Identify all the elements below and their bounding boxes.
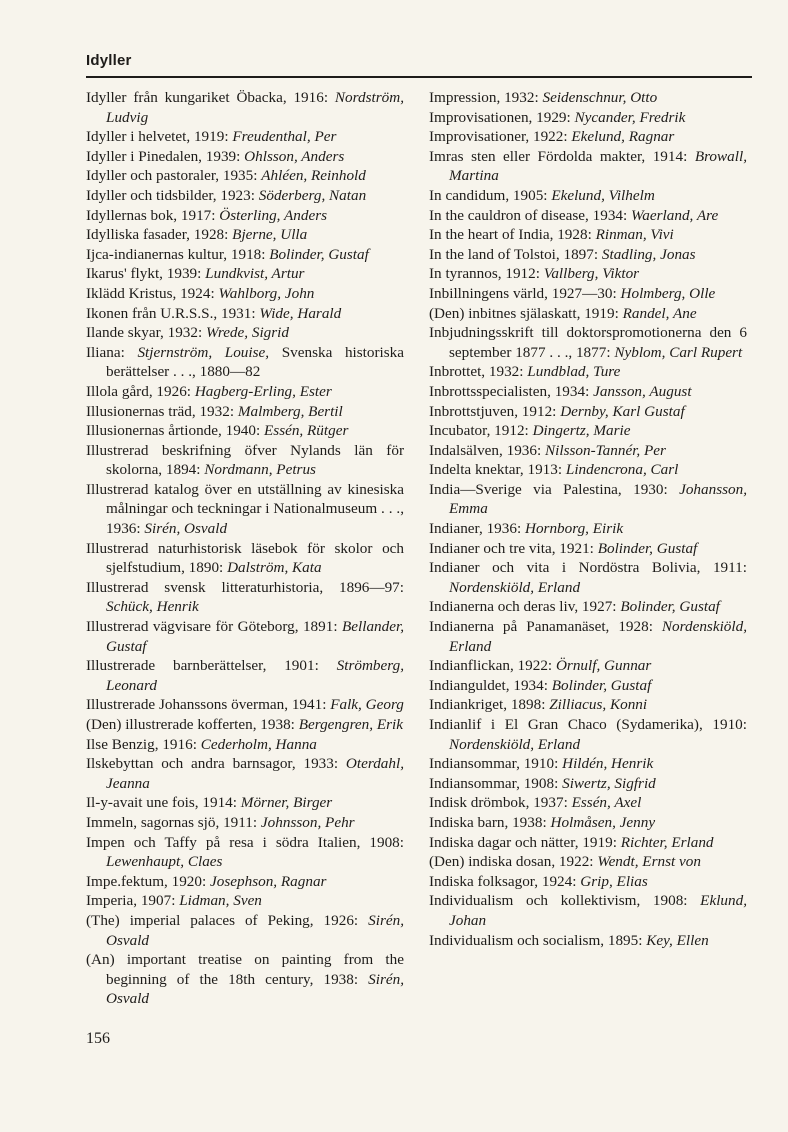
catalog-entry — [429, 441, 747, 461]
entry-title: Indianerna på Panamanäset, 1928: — [429, 618, 653, 636]
entry-title: Illustrerad vägvisare för Göteborg, 1891: — [86, 618, 338, 636]
catalog-entry — [86, 617, 404, 656]
entry-author: Österling, Anders — [219, 206, 328, 224]
entry-author: Holmåsen, Jenny — [550, 813, 656, 831]
entry-title: Inbjudningsskrift till doktorspromotionerna den 6 september 1877 . . ., 1877: — [429, 324, 747, 361]
entry-author: Dalström, Kata — [227, 559, 322, 577]
catalog-entry — [86, 911, 404, 950]
entry-author: Dingertz, Marie — [532, 422, 631, 440]
right-column — [429, 88, 747, 950]
catalog-entry — [429, 147, 747, 186]
catalog-entry — [429, 833, 747, 853]
entry-author: Nordmann, Petrus — [204, 461, 316, 479]
entry-title: Indianflickan, 1922: — [429, 657, 553, 675]
entry-author: Nordenskiöld, Erland — [449, 618, 747, 655]
entry-author: Essén, Axel — [571, 794, 642, 812]
entry-suffix: Svenska historiska berättelser . . ., 1880—82 — [106, 343, 405, 381]
catalog-entry — [86, 186, 404, 206]
entry-author: Nilsson-Tannér, Per — [545, 441, 666, 459]
page-number: 156 — [86, 1030, 110, 1047]
entry-title: Inbrottsspecialisten, 1934: — [429, 382, 590, 400]
entry-author: Dernby, Karl Gustaf — [560, 402, 685, 420]
entry-title: Indiansommar, 1910: — [429, 755, 559, 773]
catalog-entry — [86, 872, 404, 892]
entry-title: Improvisationen, 1929: — [429, 108, 571, 126]
catalog-entry — [429, 206, 747, 226]
catalog-entry — [429, 480, 747, 519]
entry-author: Josephson, Ragnar — [210, 872, 327, 890]
entry-title: Inbillningens värld, 1927—30: — [429, 284, 617, 302]
catalog-entry — [86, 264, 404, 284]
entry-author: Wendt, Ernst von — [597, 853, 701, 871]
entry-author: Örnulf, Gunnar — [555, 657, 652, 675]
entry-title: Idyller från kungariket Öbacka, 1916: — [86, 89, 329, 106]
catalog-entry — [429, 715, 747, 754]
catalog-entry — [86, 833, 404, 872]
entry-author: Hagberg-Erling, Ester — [194, 382, 332, 400]
catalog-entry — [86, 578, 404, 617]
entry-author: Lindencrona, Carl — [565, 461, 679, 479]
entry-author: Malmberg, Bertil — [237, 402, 343, 420]
catalog-entry — [429, 558, 747, 597]
catalog-entry — [86, 421, 404, 441]
entry-author: Nordenskiöld, Erland — [449, 735, 581, 753]
entry-author: Wrede, Sigrid — [206, 324, 289, 342]
catalog-entry — [86, 715, 404, 735]
entry-author: Lundkvist, Artur — [205, 265, 305, 283]
catalog-entry — [429, 813, 747, 833]
entry-title: Inbrottet, 1932: — [429, 363, 524, 381]
entry-title: (The) imperial palaces of Peking, 1926: — [86, 911, 359, 929]
catalog-entry — [86, 323, 404, 343]
entry-author: Jansson, August — [593, 382, 692, 400]
entry-author: Browall, Martina — [449, 147, 747, 185]
entry-title: Indalsälven, 1936: — [429, 441, 542, 459]
entry-title: Iklädd Kristus, 1924: — [86, 284, 215, 302]
entry-author: Lewenhaupt, Claes — [106, 853, 223, 871]
catalog-entry — [429, 695, 747, 715]
entry-title: Impen och Taffy på resa i södra Italien, 1908: — [86, 833, 404, 851]
catalog-entry — [86, 206, 404, 226]
entry-author: Eklund, Johan — [449, 892, 747, 929]
entry-author: Sirén, Osvald — [106, 970, 404, 1008]
entry-title: Illustrerad svensk litteraturhistoria, 1896—97: — [86, 578, 404, 596]
catalog-entry — [86, 245, 404, 265]
entry-title: Indianer, 1936: — [429, 520, 522, 538]
entry-title: Illustrerad beskrifning öfver Nylands län för skolorna, 1894: — [86, 441, 404, 479]
entry-title: Idyller och pastoraler, 1935: — [86, 167, 258, 185]
catalog-entry — [429, 225, 747, 245]
entry-author: Holmberg, Olle — [620, 284, 716, 302]
entry-author: Bellander, Gustaf — [106, 618, 404, 655]
entry-author: Nordström, Ludvig — [106, 89, 404, 126]
entry-title: Indianlif i El Gran Chaco (Sydamerika), 1910: — [429, 716, 747, 733]
catalog-entry — [429, 88, 747, 108]
catalog-entry — [86, 127, 404, 147]
entry-title: (Den) inbitnes själaskatt, 1919: — [429, 304, 619, 322]
entry-title: Impe.fektum, 1920: — [86, 872, 207, 890]
entry-title: Indiska folksagor, 1924: — [429, 872, 577, 890]
entry-title: Il-y-avait une fois, 1914: — [86, 794, 237, 812]
entry-author: Johnsson, Pehr — [260, 813, 355, 831]
entry-author: Siwertz, Sigfrid — [562, 774, 656, 792]
catalog-entry — [86, 735, 404, 755]
catalog-entry — [86, 441, 404, 480]
entry-author: Ahléen, Reinhold — [261, 167, 366, 185]
entry-author: Mörner, Birger — [240, 794, 333, 812]
entry-title: India—Sverige via Palestina, 1930: — [429, 480, 668, 498]
entry-title: In the heart of India, 1928: — [429, 226, 592, 244]
entry-title: Ijca-indianernas kultur, 1918: — [86, 245, 266, 263]
catalog-entry — [86, 402, 404, 422]
entry-title: Ilskebyttan och andra barnsagor, 1933: — [86, 755, 339, 773]
entry-author: Bergengren, Erik — [298, 716, 404, 733]
catalog-entry — [429, 872, 747, 892]
entry-author: Richter, Erland — [620, 833, 714, 851]
catalog-entry — [86, 754, 404, 793]
catalog-entry — [429, 793, 747, 813]
entry-title: Impression, 1932: — [429, 89, 539, 106]
catalog-entry — [429, 597, 747, 617]
catalog-entry — [429, 852, 747, 872]
catalog-entry — [429, 656, 747, 676]
entry-title: (An) important treatise on painting from the beginning of the 18th century, 1938: — [86, 951, 404, 988]
entry-author: Bolinder, Gustaf — [551, 676, 652, 694]
entry-title: Imperia, 1907: — [86, 892, 176, 910]
entry-title: Indelta knektar, 1913: — [429, 461, 563, 479]
entry-title: (Den) indiska dosan, 1922: — [429, 853, 594, 871]
entry-author: Ekelund, Vilhelm — [551, 186, 655, 204]
entry-title: Immeln, sagornas sjö, 1911: — [86, 813, 258, 831]
entry-title: Idyller i Pinedalen, 1939: — [86, 147, 241, 165]
entry-title: Indisk drömbok, 1937: — [429, 794, 568, 812]
entry-title: Indiankriget, 1898: — [429, 696, 546, 714]
entry-author: Vallberg, Viktor — [543, 265, 640, 283]
catalog-entry — [86, 284, 404, 304]
catalog-entry — [429, 539, 747, 559]
catalog-entry — [86, 225, 404, 245]
entry-author: Lidman, Sven — [179, 892, 262, 910]
catalog-entry — [86, 793, 404, 813]
catalog-entry — [429, 402, 747, 422]
catalog-entry — [429, 362, 747, 382]
entry-author: Nordenskiöld, Erland — [449, 578, 581, 596]
entry-author: Nyblom, Carl Rupert — [614, 343, 743, 361]
catalog-entry — [429, 284, 747, 304]
entry-title: Ikonen från U.R.S.S., 1931: — [86, 304, 256, 322]
entry-author: Nycander, Fredrik — [574, 108, 686, 126]
entry-title: Iliana: — [86, 343, 125, 361]
entry-author: Zilliacus, Konni — [549, 696, 648, 714]
entry-title: Indianer och vita i Nordöstra Bolivia, 1911: — [429, 559, 747, 577]
entry-title: Idylliska fasader, 1928: — [86, 226, 229, 244]
entry-author: Stjernström, Louise, — [137, 343, 270, 361]
entry-title: Idyller och tidsbilder, 1923: — [86, 186, 255, 204]
entry-title: Ikarus' flykt, 1939: — [86, 265, 202, 283]
page-header-title: Idyller — [86, 52, 132, 69]
entry-title: Indiska dagar och nätter, 1919: — [429, 833, 617, 851]
catalog-entry — [429, 323, 747, 362]
entry-title: Illusionernas årtionde, 1940: — [86, 422, 261, 440]
entry-title: Individualism och socialism, 1895: — [429, 931, 643, 949]
entry-title: Illusionernas träd, 1932: — [86, 402, 235, 420]
entry-author: Key, Ellen — [646, 931, 709, 949]
entry-author: Freudenthal, Per — [232, 128, 337, 146]
entry-author: Grip, Elias — [580, 872, 648, 890]
catalog-entry — [86, 88, 404, 127]
catalog-entry — [86, 480, 404, 539]
entry-title: Indiska barn, 1938: — [429, 813, 547, 831]
entry-title: Incubator, 1912: — [429, 422, 529, 440]
entry-author: Randel, Ane — [622, 304, 697, 322]
entry-title: Individualism och kollektivism, 1908: — [429, 892, 688, 910]
catalog-entry — [86, 656, 404, 695]
entry-author: Falk, Georg — [330, 696, 404, 714]
entry-title: (Den) illustrerade kofferten, 1938: — [86, 716, 295, 733]
catalog-entry — [429, 108, 747, 128]
entry-author: Hornborg, Eirik — [524, 520, 624, 538]
entry-title: Indianerna och deras liv, 1927: — [429, 598, 617, 616]
catalog-entry — [86, 539, 404, 578]
catalog-entry — [86, 813, 404, 833]
entry-author: Wahlborg, John — [218, 284, 315, 302]
entry-author: Seidenschnur, Otto — [542, 89, 658, 106]
entry-author: Ohlsson, Anders — [244, 147, 345, 165]
header-rule — [86, 76, 752, 78]
entry-author: Sirén, Osvald — [144, 520, 228, 538]
catalog-entry — [429, 931, 747, 951]
catalog-entry — [429, 421, 747, 441]
entry-author: Strömberg, Leonard — [106, 657, 404, 694]
left-column — [86, 88, 404, 1009]
entry-title: Ilande skyar, 1932: — [86, 324, 203, 342]
entry-title: Idyller i helvetet, 1919: — [86, 128, 229, 146]
catalog-entry — [86, 891, 404, 911]
catalog-entry — [429, 382, 747, 402]
entry-title: Illustrerad naturhistorisk läsebok för skolor och sjelfstudium, 1890: — [86, 539, 404, 577]
entry-author: Waerland, Are — [631, 206, 719, 224]
catalog-entry — [429, 264, 747, 284]
entry-author: Ekelund, Ragnar — [571, 128, 675, 146]
entry-author: Johansson, Emma — [449, 480, 747, 518]
entry-author: Söderberg, Natan — [258, 186, 367, 204]
entry-title: Indiansommar, 1908: — [429, 774, 559, 792]
catalog-entry — [429, 754, 747, 774]
entry-title: Illola gård, 1926: — [86, 382, 192, 400]
entry-title: In the cauldron of disease, 1934: — [429, 206, 628, 224]
entry-author: Cederholm, Hanna — [200, 735, 317, 753]
entry-title: In the land of Tolstoi, 1897: — [429, 245, 599, 263]
entry-author: Schück, Henrik — [106, 598, 199, 616]
catalog-entry — [86, 304, 404, 324]
catalog-entry — [429, 774, 747, 794]
entry-title: Illustrerade barnberättelser, 1901: — [86, 657, 319, 675]
entry-author: Bolinder, Gustaf — [597, 539, 698, 557]
entry-title: Indianer och tre vita, 1921: — [429, 539, 594, 557]
entry-author: Bjerne, Ulla — [232, 226, 308, 244]
entry-author: Stadling, Jonas — [601, 245, 696, 263]
entry-author: Sirén, Osvald — [106, 911, 404, 949]
catalog-entry — [429, 245, 747, 265]
catalog-entry — [429, 676, 747, 696]
entry-title: In candidum, 1905: — [429, 186, 548, 204]
catalog-entry — [86, 382, 404, 402]
entry-title: Ilse Benzig, 1916: — [86, 735, 197, 753]
catalog-entry — [86, 343, 404, 382]
entry-title: Improvisationer, 1922: — [429, 128, 568, 146]
catalog-entry — [429, 891, 747, 930]
entry-title: Imras sten eller Fördolda makter, 1914: — [429, 147, 688, 165]
catalog-entry — [429, 460, 747, 480]
entry-author: Oterdahl, Jeanna — [106, 755, 404, 792]
entry-title: Illustrerade Johanssons överman, 1941: — [86, 696, 327, 714]
entry-author: Essén, Rütger — [264, 422, 349, 440]
entry-title: Indianguldet, 1934: — [429, 676, 548, 694]
entry-author: Lundblad, Ture — [527, 363, 621, 381]
catalog-entry — [86, 147, 404, 167]
catalog-entry — [429, 519, 747, 539]
entry-author: Wide, Harald — [259, 304, 342, 322]
catalog-entry — [429, 127, 747, 147]
entry-title: Illustrerad katalog över en utställning av kinesiska målningar och teckningar i Nationalmuseum . . ., 1936: — [86, 480, 404, 538]
catalog-entry — [429, 186, 747, 206]
catalog-entry — [86, 166, 404, 186]
entry-author: Bolinder, Gustaf — [620, 598, 720, 616]
entry-title: Idyllernas bok, 1917: — [86, 206, 216, 224]
entry-author: Bolinder, Gustaf — [269, 245, 369, 263]
catalog-entry — [429, 617, 747, 656]
catalog-entry — [86, 950, 404, 1009]
entry-title: Inbrottstjuven, 1912: — [429, 402, 557, 420]
catalog-entry — [86, 695, 404, 715]
catalog-entry — [429, 304, 747, 324]
entry-author: Hildén, Henrik — [562, 755, 654, 773]
entry-author: Rinman, Vivi — [595, 226, 674, 244]
entry-title: In tyrannos, 1912: — [429, 265, 540, 283]
